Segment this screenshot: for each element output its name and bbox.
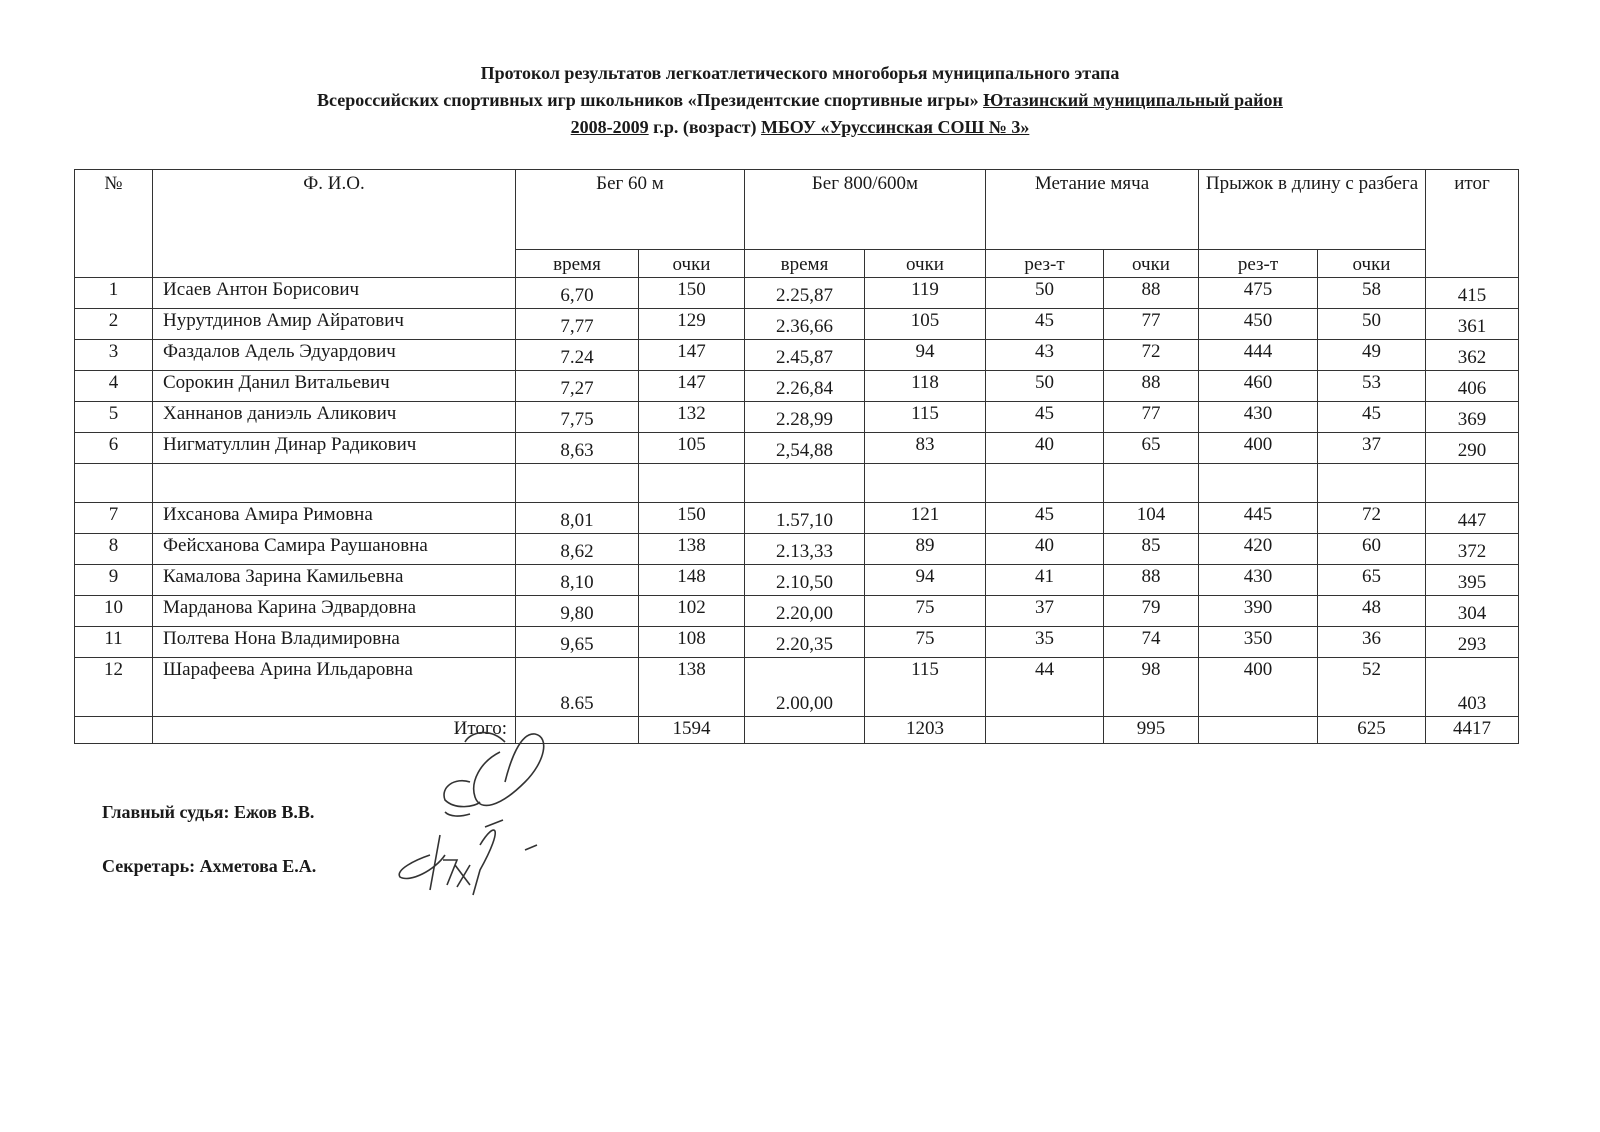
- empty-cell: [639, 464, 745, 503]
- cell-throw-points: 74: [1104, 627, 1199, 658]
- header-row: [75, 170, 1519, 250]
- cell-num: 9: [75, 565, 153, 596]
- cell-run800-points: 121: [865, 503, 986, 534]
- cell-run800-time: 1.57,10: [745, 503, 865, 534]
- title-age: г.р. (возраст): [653, 117, 757, 137]
- cell-run60-points: 150: [639, 503, 745, 534]
- cell-total: 406: [1426, 371, 1519, 402]
- cell-num: 3: [75, 340, 153, 371]
- table-row: [75, 596, 1519, 627]
- title-line-2: [0, 87, 1600, 114]
- cell-num: 4: [75, 371, 153, 402]
- cell-run60-time: 7,27: [516, 371, 639, 402]
- cell-num: 1: [75, 278, 153, 309]
- cell-jump-points: 58: [1318, 278, 1426, 309]
- cell-run800-time: 2.45,87: [745, 340, 865, 371]
- cell-run60-time: 7,77: [516, 309, 639, 340]
- cell-run60-points: 147: [639, 340, 745, 371]
- empty-separator-row: [75, 464, 1519, 503]
- cell-num: 7: [75, 503, 153, 534]
- table-row: [75, 503, 1519, 534]
- cell-throw-result: 44: [986, 658, 1104, 717]
- subheader-6: рез-т: [1199, 250, 1318, 278]
- cell-run60-time: 8,63: [516, 433, 639, 464]
- cell-run800-time: 2.20,35: [745, 627, 865, 658]
- cell-run60-time: 9,80: [516, 596, 639, 627]
- totals-row: [75, 717, 1519, 744]
- cell-name: Шарафеева Арина Ильдаровна: [153, 658, 516, 717]
- empty-cell: [865, 464, 986, 503]
- cell-name: Полтева Нона Владимировна: [153, 627, 516, 658]
- empty-cell: [516, 464, 639, 503]
- cell-run60-time: 8.65: [516, 658, 639, 717]
- cell-throw-result: 37: [986, 596, 1104, 627]
- cell-throw-result: 50: [986, 278, 1104, 309]
- cell-name: Нурутдинов Амир Айратович: [153, 309, 516, 340]
- cell-run60-points: 138: [639, 658, 745, 717]
- cell-num: 11: [75, 627, 153, 658]
- cell-run60-points: 132: [639, 402, 745, 433]
- cell-throw-points: 88: [1104, 565, 1199, 596]
- results-table: [74, 169, 1519, 744]
- total-jump: 625: [1318, 717, 1426, 744]
- secretary-signature-image: [385, 815, 545, 900]
- title-year: 2008-2009: [570, 117, 649, 137]
- empty-cell: [75, 717, 153, 744]
- cell-run60-time: 8,62: [516, 534, 639, 565]
- cell-name: Нигматуллин Динар Радикович: [153, 433, 516, 464]
- table-row: [75, 433, 1519, 464]
- cell-run800-points: 75: [865, 596, 986, 627]
- subheader-5: очки: [1104, 250, 1199, 278]
- cell-run60-time: 7.24: [516, 340, 639, 371]
- cell-num: 10: [75, 596, 153, 627]
- cell-total: 415: [1426, 278, 1519, 309]
- cell-total: 447: [1426, 503, 1519, 534]
- cell-name: Ихсанова Амира Римовна: [153, 503, 516, 534]
- cell-jump-points: 45: [1318, 402, 1426, 433]
- cell-jump-points: 52: [1318, 658, 1426, 717]
- cell-jump-result: 460: [1199, 371, 1318, 402]
- cell-run60-points: 138: [639, 534, 745, 565]
- cell-throw-points: 88: [1104, 371, 1199, 402]
- table-row: [75, 309, 1519, 340]
- totals-label: Итого:: [153, 717, 516, 744]
- cell-throw-points: 88: [1104, 278, 1199, 309]
- cell-jump-result: 400: [1199, 658, 1318, 717]
- cell-name: Марданова Карина Эдвардовна: [153, 596, 516, 627]
- empty-cell: [1426, 464, 1519, 503]
- cell-run60-time: 8,10: [516, 565, 639, 596]
- cell-run800-points: 105: [865, 309, 986, 340]
- cell-throw-points: 65: [1104, 433, 1199, 464]
- cell-run800-time: 2.25,87: [745, 278, 865, 309]
- cell-total: 372: [1426, 534, 1519, 565]
- cell-jump-points: 53: [1318, 371, 1426, 402]
- table-row: [75, 534, 1519, 565]
- cell-jump-result: 350: [1199, 627, 1318, 658]
- cell-name: Фаздалов Адель Эдуардович: [153, 340, 516, 371]
- judge-signature-image: [430, 722, 560, 822]
- cell-run800-points: 75: [865, 627, 986, 658]
- cell-throw-result: 40: [986, 433, 1104, 464]
- cell-jump-result: 430: [1199, 565, 1318, 596]
- cell-total: 403: [1426, 658, 1519, 717]
- cell-run60-points: 102: [639, 596, 745, 627]
- header-throw: Метание мяча: [986, 170, 1199, 250]
- subheader-3: очки: [865, 250, 986, 278]
- cell-name: Исаев Антон Борисович: [153, 278, 516, 309]
- empty-cell: [745, 717, 865, 744]
- cell-throw-points: 77: [1104, 309, 1199, 340]
- empty-cell: [75, 464, 153, 503]
- empty-cell: [1104, 464, 1199, 503]
- cell-jump-result: 430: [1199, 402, 1318, 433]
- cell-total: 362: [1426, 340, 1519, 371]
- cell-throw-result: 50: [986, 371, 1104, 402]
- grand-total: 4417: [1426, 717, 1519, 744]
- cell-throw-points: 77: [1104, 402, 1199, 433]
- cell-total: 361: [1426, 309, 1519, 340]
- subheader-4: рез-т: [986, 250, 1104, 278]
- cell-run800-points: 94: [865, 340, 986, 371]
- cell-throw-result: 41: [986, 565, 1104, 596]
- cell-run800-time: 2.00,00: [745, 658, 865, 717]
- cell-total: 293: [1426, 627, 1519, 658]
- cell-total: 369: [1426, 402, 1519, 433]
- cell-run60-time: 7,75: [516, 402, 639, 433]
- cell-run800-points: 119: [865, 278, 986, 309]
- cell-run800-time: 2.36,66: [745, 309, 865, 340]
- cell-jump-result: 444: [1199, 340, 1318, 371]
- empty-cell: [1199, 464, 1318, 503]
- cell-throw-points: 98: [1104, 658, 1199, 717]
- cell-jump-points: 50: [1318, 309, 1426, 340]
- cell-run60-points: 105: [639, 433, 745, 464]
- cell-jump-points: 60: [1318, 534, 1426, 565]
- cell-total: 395: [1426, 565, 1519, 596]
- document-title: [0, 60, 1600, 141]
- cell-throw-points: 72: [1104, 340, 1199, 371]
- subheader-2: время: [745, 250, 865, 278]
- cell-jump-result: 390: [1199, 596, 1318, 627]
- table-row: [75, 627, 1519, 658]
- cell-run800-points: 89: [865, 534, 986, 565]
- table-row: [75, 658, 1519, 717]
- subheader-7: очки: [1318, 250, 1426, 278]
- table-row: [75, 402, 1519, 433]
- cell-throw-points: 85: [1104, 534, 1199, 565]
- header-name: Ф. И.О.: [153, 170, 516, 278]
- header-total: итог: [1426, 170, 1519, 278]
- cell-jump-points: 48: [1318, 596, 1426, 627]
- cell-jump-result: 450: [1199, 309, 1318, 340]
- cell-run800-time: 2.28,99: [745, 402, 865, 433]
- cell-run60-points: 150: [639, 278, 745, 309]
- cell-run60-points: 129: [639, 309, 745, 340]
- cell-name: Сорокин Данил Витальевич: [153, 371, 516, 402]
- cell-throw-result: 45: [986, 402, 1104, 433]
- empty-cell: [1318, 464, 1426, 503]
- cell-throw-points: 104: [1104, 503, 1199, 534]
- cell-run60-time: 9,65: [516, 627, 639, 658]
- cell-total: 290: [1426, 433, 1519, 464]
- cell-run800-points: 115: [865, 402, 986, 433]
- cell-jump-points: 65: [1318, 565, 1426, 596]
- table-row: [75, 371, 1519, 402]
- cell-throw-result: 40: [986, 534, 1104, 565]
- cell-run800-time: 2.10,50: [745, 565, 865, 596]
- header-num: №: [75, 170, 153, 278]
- cell-run800-time: 2,54,88: [745, 433, 865, 464]
- cell-run60-points: 108: [639, 627, 745, 658]
- empty-cell: [745, 464, 865, 503]
- cell-run60-points: 147: [639, 371, 745, 402]
- judge-signature-label: Главный судья: Ежов В.В.: [102, 802, 315, 822]
- cell-num: 12: [75, 658, 153, 717]
- empty-cell: [1199, 717, 1318, 744]
- cell-jump-result: 475: [1199, 278, 1318, 309]
- cell-num: 5: [75, 402, 153, 433]
- empty-cell: [153, 464, 516, 503]
- cell-run60-time: 8,01: [516, 503, 639, 534]
- cell-throw-points: 79: [1104, 596, 1199, 627]
- table-row: [75, 565, 1519, 596]
- header-run800: Бег 800/600м: [745, 170, 986, 250]
- title-line-1: Протокол результатов легкоатлетического многоборья муниципального этапа: [480, 63, 1120, 83]
- header-jump: Прыжок в длину с разбега: [1199, 170, 1426, 250]
- secretary-signature-label: Секретарь: Ахметова Е.А.: [102, 856, 317, 876]
- total-throw: 995: [1104, 717, 1199, 744]
- cell-num: 6: [75, 433, 153, 464]
- title-games: Всероссийских спортивных игр школьников «Президентские спортивные игры»: [317, 90, 979, 110]
- cell-num: 2: [75, 309, 153, 340]
- table-row: [75, 340, 1519, 371]
- cell-throw-result: 35: [986, 627, 1104, 658]
- cell-throw-result: 43: [986, 340, 1104, 371]
- cell-jump-result: 400: [1199, 433, 1318, 464]
- cell-run800-points: 94: [865, 565, 986, 596]
- cell-run800-points: 118: [865, 371, 986, 402]
- subheader-1: очки: [639, 250, 745, 278]
- cell-num: 8: [75, 534, 153, 565]
- title-district: Ютазинский муниципальный район: [983, 90, 1283, 110]
- cell-run800-points: 83: [865, 433, 986, 464]
- cell-run60-points: 148: [639, 565, 745, 596]
- cell-throw-result: 45: [986, 309, 1104, 340]
- cell-jump-points: 49: [1318, 340, 1426, 371]
- total-run60: 1594: [639, 717, 745, 744]
- cell-run800-time: 2.26,84: [745, 371, 865, 402]
- empty-cell: [986, 717, 1104, 744]
- cell-run800-time: 2.13,33: [745, 534, 865, 565]
- cell-run800-points: 115: [865, 658, 986, 717]
- cell-run800-time: 2.20,00: [745, 596, 865, 627]
- cell-name: Фейсханова Самира Раушановна: [153, 534, 516, 565]
- cell-jump-result: 420: [1199, 534, 1318, 565]
- cell-jump-points: 36: [1318, 627, 1426, 658]
- cell-run60-time: 6,70: [516, 278, 639, 309]
- cell-jump-points: 37: [1318, 433, 1426, 464]
- empty-cell: [986, 464, 1104, 503]
- title-line-3: [0, 114, 1600, 141]
- cell-total: 304: [1426, 596, 1519, 627]
- cell-jump-result: 445: [1199, 503, 1318, 534]
- cell-jump-points: 72: [1318, 503, 1426, 534]
- cell-throw-result: 45: [986, 503, 1104, 534]
- cell-name: Камалова Зарина Камильевна: [153, 565, 516, 596]
- total-run800: 1203: [865, 717, 986, 744]
- header-run60: Бег 60 м: [516, 170, 745, 250]
- title-school: МБОУ «Уруссинская СОШ № 3»: [761, 117, 1030, 137]
- subheader-0: время: [516, 250, 639, 278]
- table-row: [75, 278, 1519, 309]
- cell-name: Ханнанов даниэль Аликович: [153, 402, 516, 433]
